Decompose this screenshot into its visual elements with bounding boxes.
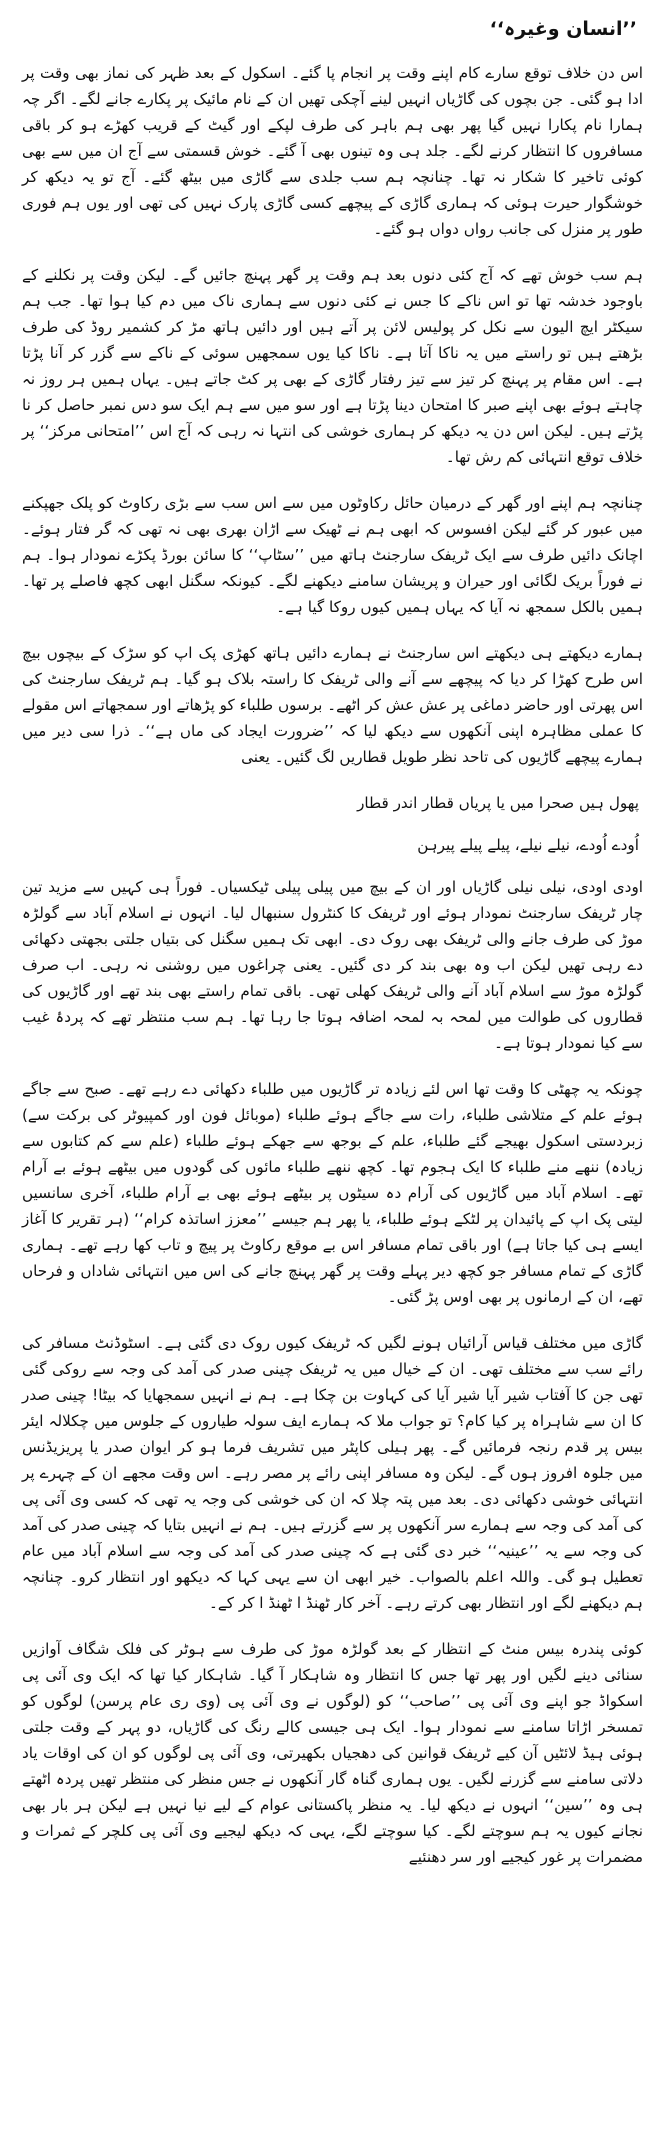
paragraph-4: ہمارے دیکھتے ہی دیکھتے اس سارجنٹ نے ہمارے دائیں ہاتھ کھڑی پک اپ کو سڑک کے بیچوں بیچ اس طرح کھڑا کر دیا کہ پیچھے سے آنے والی ٹریفک کا راستہ بلاک ہو گیا۔ ہم ٹریفک سارجنٹ کی اس پھرتی اور حاضر دماغی پر عش عش کر اٹھے۔ برسوں طلباء کو پڑھاتے اور سمجھاتے اس مقولے کا عملی مظاہرہ اپنی آنکھوں سے دیکھ لیا کہ ’’ضرورت ایجاد کی ماں ہے‘‘۔ ذرا سی دیر میں ہمارے پیچھے گاڑیوں کی تاحد نظر طویل قطاریں لگ گئیں۔ یعنی [22,644,643,766]
paragraph-3: چنانچہ ہم اپنے اور گھر کے درمیان حائل رکاوٹوں میں سے اس سب سے بڑی رکاوٹ کو پلک جھپکنے میں عبور کر گئے لیکن افسوس کہ ابھی ہم نے ٹھیک سے اڑان بھری بھی نہ تھی کہ گر فتار ہوئے۔ اچانک دائیں طرف سے ایک ٹریفک سارجنٹ ہاتھ میں ’’سٹاپ‘‘ کا سائن بورڈ پکڑے نمودار ہوا۔ ہم نے فوراً بریک لگائی اور حیران و پریشان سامنے دیکھنے لگے۔ کیونکہ سگنل ابھی کچھ فاصلے پر تھا۔ ہمیں بالکل سمجھ نہ آیا کہ یہاں ہمیں کیوں روکا گیا ہے۔ [22,494,643,616]
paragraph-1: اس دن خلاف توقع سارے کام اپنے وقت پر انجام پا گئے۔ اسکول کے بعد ظہر کی نماز بھی وقت پر ادا ہو گئی۔ جن بچوں کی گاڑیاں انہیں لینے آچکی تھیں ان کے نام مائیک پر پکارے جانے لگے۔ اگر چہ ہمارا نام پکارا نہیں گیا پھر بھی ہم باہر کی طرف لپکے اور گیٹ کے قریب کھڑے ہو کر باقی مسافروں کا انتظار کرنے لگے۔ جلد ہی وہ تینوں بھی آ گئے۔ خوش قسمتی سے آج ان میں سے بھی کوئی تاخیر کا شکار نہ تھا۔ چنانچہ ہم سب جلدی سے گاڑی میں بیٹھ گئے۔ آج تو یہ دیکھ کر خوشگوار حیرت ہوئی کہ ہماری گاڑی کے پیچھے کسی گاڑی پارک نہیں کی تھی اور یوں ہم فوری طور پر منزل کی جانب رواں دواں ہو گئے۔ [22,64,643,238]
verse-line-1: پھول ہیں صحرا میں یا پریاں قطار اندر قطار [357,794,639,812]
article-title: ’’انسان وغیرہ‘‘ [489,18,637,40]
verse-line-2: اُودے اُودے، نیلے نیلے، پیلے پیلے پیرہن [417,836,639,854]
paragraph-5: اودی اودی، نیلی نیلی گاڑیاں اور ان کے بیچ میں پیلی پیلی ٹیکسیاں۔ فوراً ہی کہیں سے مزید تین چار ٹریفک سارجنٹ نمودار ہوئے اور ٹریفک کا کنٹرول سنبھال لیا۔ انہوں نے اسلام آباد سے گولڑہ موڑ کی طرف جانے والی ٹریفک بھی روک دی۔ ابھی تک ہمیں سگنل کی بتیاں جلتی بجھتی دکھائی دے رہی تھیں لیکن اب وہ بھی بند کر دی گئیں۔ یعنی چراغوں میں روشنی نہ رہی۔ اب صرف گولڑہ موڑ سے اسلام آباد آنے والی ٹریفک کھلی تھی۔ باقی تمام راستے بھی بند تھے اور گاڑیوں کی قطاروں کی طوالت میں لمحہ بہ لمحہ اضافہ ہوتا جا رہا تھا۔ ہم سب منتظر تھے کہ پردۂ غیب سے کیا نمودار ہوتا ہے۔ [22,878,643,1052]
paragraph-8: کوئی پندرہ بیس منٹ کے انتظار کے بعد گولڑہ موڑ کی طرف سے ہوٹر کی فلک شگاف آوازیں سنائی دینے لگیں اور پھر تھا جس کا انتظار وہ شاہکار آ گیا۔ شاہکار کیا تھا کہ ایک وی آئی پی اسکواڈ جو اپنے وی آئی پی ’’صاحب‘‘ کو (لوگوں نے وی آئی پی (وی ری عام پرسن) لوگوں کو تمسخر اڑاتا سامنے سے نمودار ہوا۔ ایک ہی جیسی کالے رنگ کی گاڑیاں، دو پہر کے وقت جلتی ہوئی ہیڈ لائٹیں آن کیے ٹریفک قوانین کی دھجیاں بکھیرتی، وی آئی پی لوگوں کو ان کی اوقات یاد دلاتی سامنے سے گزرنے لگیں۔ یوں ہماری گناہ گار آنکھوں نے جس منظر کی منتظر تھیں پردہ اٹھتے ہی وہ ’’سین‘‘ انہوں نے دیکھ لیا۔ یہ منظر پاکستانی عوام کے لیے نیا نہیں ہے لیکن ہر بار بھی نجانے کیوں یہ ہم سوچتے لگے۔ کیا سوچتے لگے، یہی کہ دیکھ لیجیے وی آئی پی کلچر کے ثمرات و مضمرات پر غور کیجیے اور سر دھنئیے [22,1640,643,1866]
paragraph-7: گاڑی میں مختلف قیاس آرائیاں ہونے لگیں کہ ٹریفک کیوں روک دی گئی ہے۔ اسٹوڈنٹ مسافر کی رائے سب سے مختلف تھی۔ ان کے خیال میں یہ ٹریفک چینی صدر کی آمد کی وجہ سے روکی گئی تھی جن کا آفتاب شیر آیا شیر آیا کی کہاوت بن چکا ہے۔ ہم نے انہیں سمجھایا کہ بیٹا! چینی صدر کا ان سے شاہراہ پر کیا کام؟ تو جواب ملا کہ ہمارے ایف سولہ طیاروں کے جلوس میں چکلالہ ایئر بیس پر قدم رنجہ فرمائیں گے۔ پھر ہیلی کاپٹر میں تشریف فرما ہو کر ایوان صدر یا پریزیڈنس میں جلوہ افروز ہوں گے۔ لیکن وہ مسافر اپنی رائے پر مصر رہے۔ اس وقت مجھے ان کے چہرے پر انتہائی خوشی دکھائی دی۔ بعد میں پتہ چلا کہ ان کی خوشی کی وجہ یہ تھی کہ کسی وی آئی پی کی آمد کی وجہ سے ہمارے سر آنکھوں پر سے گزرتے ہیں۔ ہم نے انہیں بتایا کہ چینی صدر کی آمد کی وجہ سے یہ ’’عینیہ‘‘ خبر دی گئی ہے کہ چینی صدر کی آمد کی وجہ سے اسلام آباد میں عام تعطیل ہو گی۔ واللہ اعلم بالصواب۔ خیر ابھی ان سے یہی کہا کہ دیکھو اور انتظار کرو۔ چنانچہ ہم دیکھنے لگے اور انتظار بھی کرتے رہے۔ آخر کار ٹھنڈ ا ٹھنڈ ا کر کے۔ [22,1334,643,1612]
paragraph-2: ہم سب خوش تھے کہ آج کئی دنوں بعد ہم وقت پر گھر پہنچ جائیں گے۔ لیکن وقت پر نکلنے کے باوجود خدشہ تھا تو اس ناکے کا جس نے کئی دنوں سے ہماری ناک میں دم کیا ہوا تھا۔ جب ہم سیکٹر ایچ الیون سے نکل کر پولیس لائن پر آتے ہیں اور دائیں ہاتھ مڑ کر کشمیر روڈ کی طرف بڑھتے ہیں تو راستے میں یہ ناکا آتا ہے۔ ناکا کیا یوں سمجھیں سوئی کے ناکے سے گزر کر آنا پڑتا ہے۔ اس مقام پر پہنچ کر تیز سے تیز رفتار گاڑی کے بھی پر کٹ جاتے ہیں۔ یہاں ہمیں ہر روز نہ چاہتے ہوئے بھی اپنے صبر کا امتحان دینا پڑتا ہے اور سو میں سے ہم ایک سو دس نمبر حاصل کر نا پڑتے ہیں۔ لیکن اس دن یہ دیکھ کر ہماری خوشی کی انتہا نہ رہی کہ آج اس ’’امتحانی مرکز‘‘ پر خلاف توقع انتہائی کم رش تھا۔ [22,266,643,466]
paragraph-6: چونکہ یہ چھٹی کا وقت تھا اس لئے زیادہ تر گاڑیوں میں طلباء دکھائی دے رہے تھے۔ صبح سے جاگے ہوئے علم کے متلاشی طلباء، رات سے جاگے ہوئے طلباء (موبائل فون اور کمپیوٹر کی برکت سے) زبردستی اسکول بھیجے گئے طلباء، علم کے بوجھ سے جھکے ہوئے طلباء (علم سے کم کتابوں سے زیادہ) ننھے منے طلباء کا ایک ہجوم تھا۔ کچھ ننھے طلباء مائوں کی گودوں میں بیٹھے ہوئے بے آرام تھے۔ اسلام آباد میں گاڑیوں کی آرام دہ سیٹوں پر بیٹھے ہوئے بھی بے آرام طلباء، آخری سانسیں لیتی پک اپ کے پائیدان پر لٹکے ہوئے طلباء، یا پھر ہم جیسے ’’معزز اساتذہ کرام‘‘ (ہر تقریر کا آغاز ایسے ہی کیا جاتا ہے) اور باقی تمام مسافر اس بے موقع رکاوٹ پر پیچ و تاب کھا رہے تھے۔ ہماری گاڑی کے تمام مسافر جو کچھ دیر پہلے وقت پر گھر پہنچ جانے کی اس میں انتہائی شاداں و فرحاں تھے، ان کے ارمانوں پر بھی اوس پڑ گئی۔ [22,1080,643,1306]
